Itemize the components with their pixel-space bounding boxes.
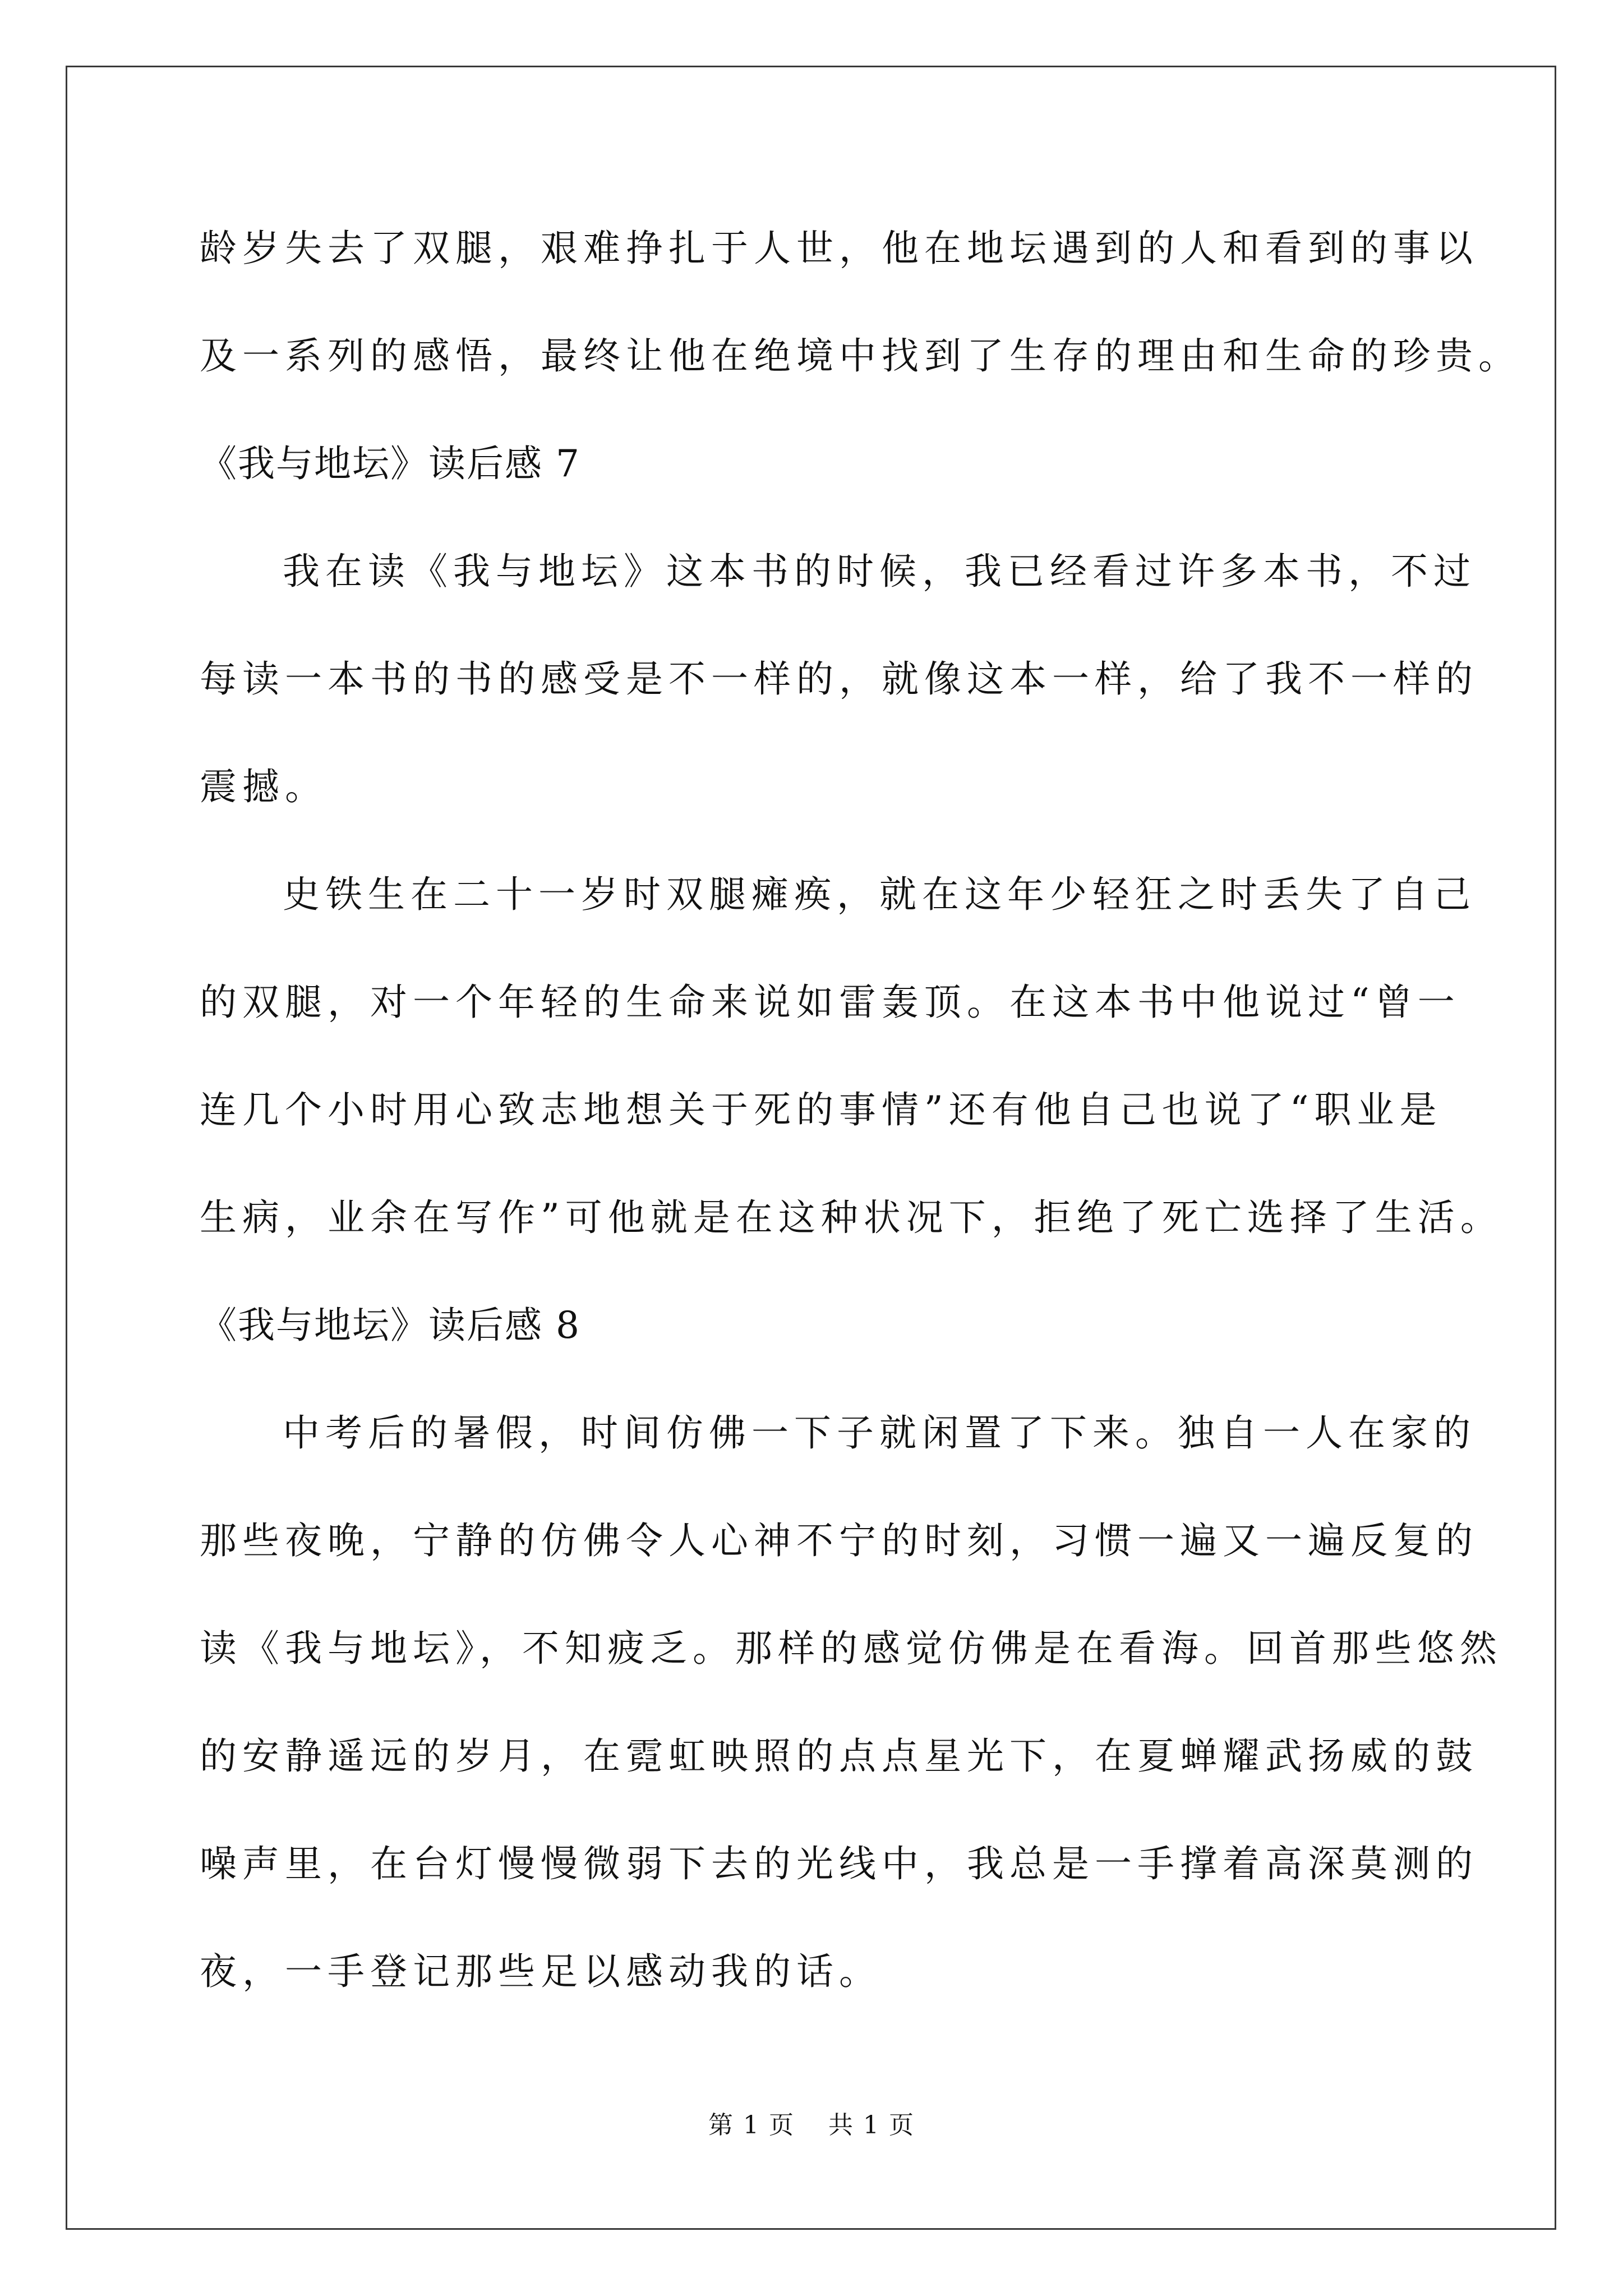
text-line-5: 每读一本书的书的感受是不一样的，就像这本一样，给了我不一样的: [200, 657, 1478, 701]
text-line-9: 连几个小时用心致志地想关于死的事情”还有他自己也说了“职业是: [200, 1088, 1442, 1131]
text-line-1: 龄岁失去了双腿，艰难挣扎于人世，他在地坛遇到的人和看到的事以: [200, 227, 1478, 270]
text-line-17: 夜，一手登记那些足以感动我的话。: [200, 1950, 882, 1993]
paragraph-start-line: 中考后的暑假，时间仿佛一下子就闲置了下来。独自一人在家的: [283, 1411, 1476, 1455]
text-line-13: 那些夜晚，宁静的仿佛令人心神不宁的时刻，习惯一遍又一遍反复的: [200, 1519, 1478, 1562]
text-line-6: 震撼。: [200, 765, 328, 808]
page-total: 共 1 页: [828, 2111, 915, 2139]
section-heading-8: 《我与地坛》读后感 8: [200, 1304, 580, 1347]
text-line-8: 的双腿，对一个年轻的生命来说如雷轰顶。在这本书中他说过“曾一: [200, 981, 1460, 1024]
paragraph-start-line: 我在读《我与地坛》这本书的时候，我已经看过许多本书，不过: [283, 550, 1476, 593]
text-line-14: 读《我与地坛》，不知疲乏。那样的感觉仿佛是在看海。回首那些悠然: [200, 1627, 1502, 1670]
page-number: 第 1 页: [708, 2111, 795, 2139]
document-body: [200, 222, 1521, 2053]
text-line-2: 及一系列的感悟，最终让他在绝境中找到了生存的理由和生命的珍贵。: [200, 334, 1521, 378]
paragraph-start-line: 史铁生在二十一岁时双腿瘫痪，就在这年少轻狂之时丢失了自己: [283, 873, 1476, 916]
section-heading-7: 《我与地坛》读后感 7: [200, 442, 580, 485]
text-line-10: 生病，业余在写作”可他就是在这种状况下，拒绝了死亡选择了生活。: [200, 1196, 1503, 1239]
text-line-16: 噪声里，在台灯慢慢微弱下去的光线中，我总是一手撑着高深莫测的: [200, 1842, 1478, 1885]
page-footer: [0, 2105, 1623, 2141]
text-line-15: 的安静遥远的岁月，在霓虹映照的点点星光下，在夏蝉耀武扬威的鼓: [200, 1734, 1478, 1778]
